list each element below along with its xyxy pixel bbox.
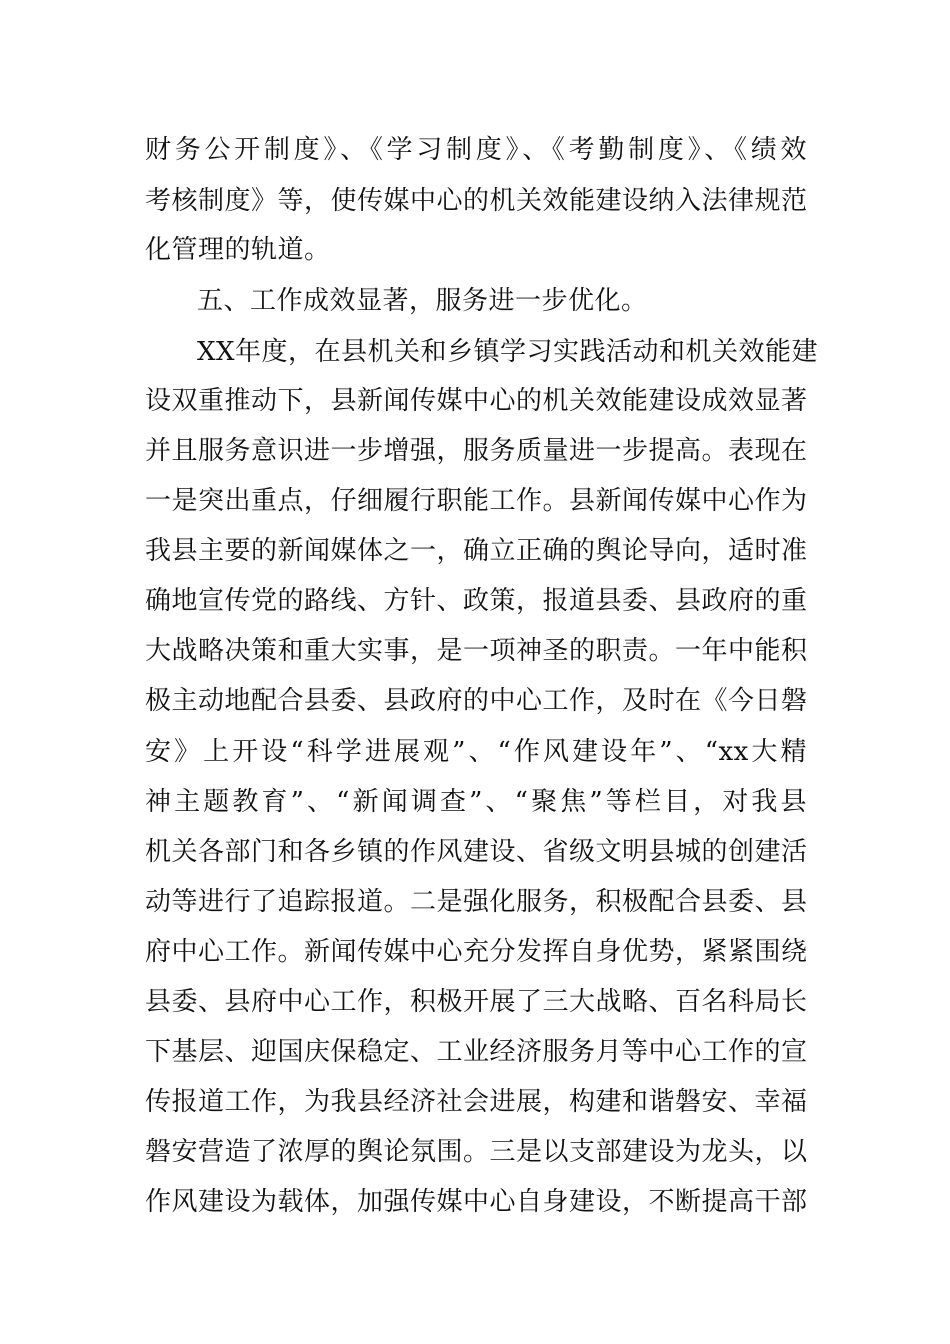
text-line-10: 确地宣传党的路线、方针、政策，报道县委、县政府的重 [145,586,808,616]
text-line-18: 县委、县府中心工作，积极开展了三大战略、百名科局长 [145,987,808,1017]
text-line-11: 大战略决策和重大实事，是一项神圣的职责。一年中能积 [145,636,808,666]
text-line-3: 化管理的轨道。 [145,235,331,265]
text-line-8: 一是突出重点，仔细履行职能工作。县新闻传媒中心作为 [145,486,808,516]
text-line-13: 安》上开设“科学进展观”、“作风建设年”、“xx大精 [145,737,807,767]
section-heading: 五、工作成效显著，服务进一步优化。 [197,286,648,316]
text-line-6: 设双重推动下，县新闻传媒中心的机关效能建设成效显著 [145,386,808,416]
text-line-5: XX年度，在县机关和乡镇学习实践活动和机关效能建 [197,337,819,367]
text-line-7: 并且服务意识进一步增强，服务质量进一步提高。表现在 [145,436,808,466]
text-line-14: 神主题教育”、“新闻调查”、“聚焦”等栏目，对我县 [145,787,807,817]
text-line-19: 下基层、迎国庆保稳定、工业经济服务月等中心工作的宣 [145,1037,808,1067]
text-line-17: 府中心工作。新闻传媒中心充分发挥自身优势，紧紧围绕 [145,937,808,967]
text-line-12: 极主动地配合县委、县政府的中心工作，及时在《今日磐 [145,686,808,716]
text-line-16: 动等进行了追踪报道。二是强化服务，积极配合县委、县 [145,887,808,917]
text-line-2: 考核制度》等，使传媒中心的机关效能建设纳入法律规范 [145,186,808,216]
text-line-21: 磐安营造了浓厚的舆论氛围。三是以支部建设为龙头，以 [145,1137,808,1167]
text-line-15: 机关各部门和各乡镇的作风建设、省级文明县城的创建活 [145,837,808,867]
text-line-22: 作风建设为载体，加强传媒中心自身建设，不断提高干部 [145,1187,808,1217]
text-line-20: 传报道工作，为我县经济社会进展，构建和谐磐安、幸福 [145,1087,808,1117]
text-line-9: 我县主要的新闻媒体之一，确立正确的舆论导向，适时准 [145,536,808,566]
text-line-1: 财务公开制度》、《学习制度》、《考勤制度》、《绩效 [145,135,807,165]
